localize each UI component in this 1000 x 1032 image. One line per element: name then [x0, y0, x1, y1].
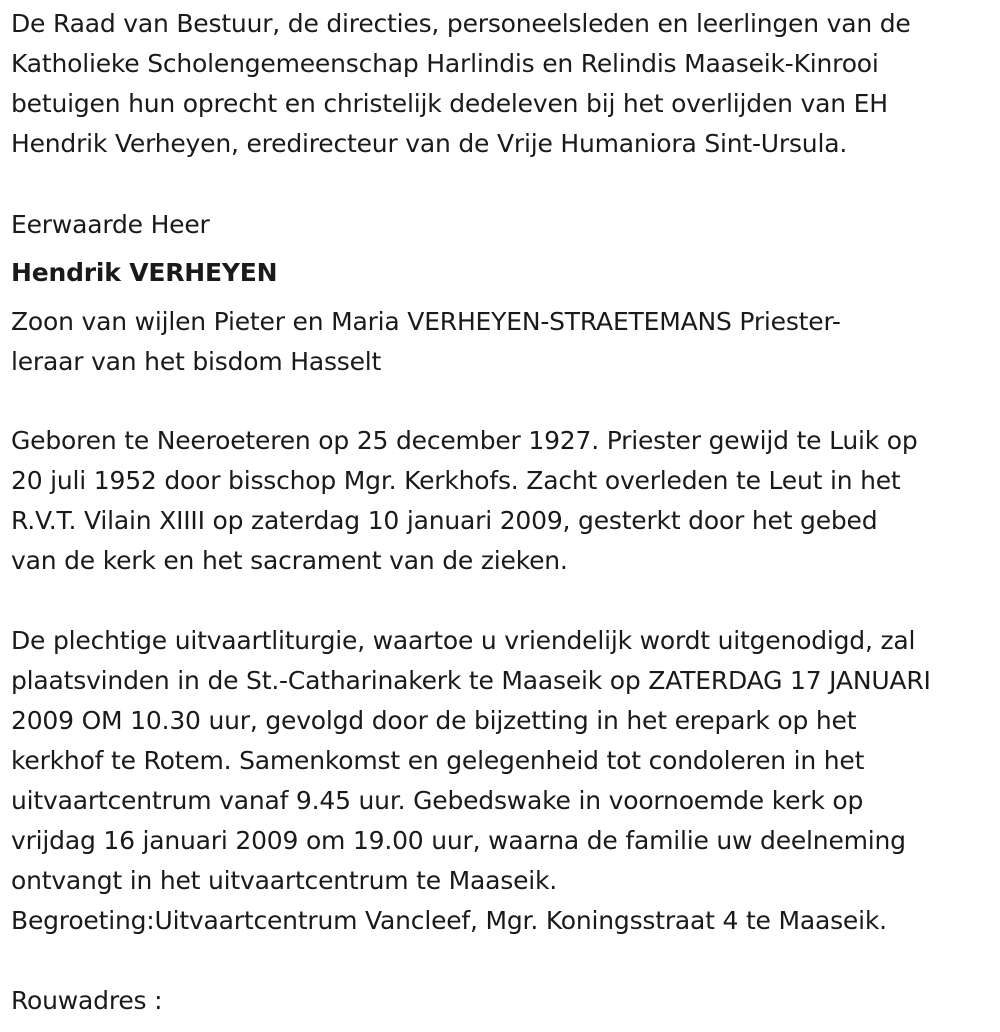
biography-line: 20 juli 1952 door bisschop Mgr. Kerkhofs. Zacht overleden te Leut in het — [11, 466, 901, 495]
intro-line: Hendrik Verheyen, eredirecteur van de Vrije Humaniora Sint-Ursula. — [11, 129, 848, 158]
funeral-line: 2009 OM 10.30 uur, gevolgd door de bijzetting in het erepark op het — [11, 706, 857, 735]
funeral-line: plaatsvinden in de St.-Catharinakerk te Maaseik op ZATERDAG 17 JANUARI — [11, 666, 931, 695]
biography-line: van de kerk en het sacrament van de zieken. — [11, 546, 568, 575]
funeral-line: uitvaartcentrum vanaf 9.45 uur. Gebedswake in voornoemde kerk op — [11, 786, 864, 815]
salutation — [11, 205, 210, 245]
parents-paragraph — [11, 302, 841, 382]
intro-paragraph — [11, 4, 911, 164]
mourning-address-label: Rouwadres : — [11, 986, 163, 1015]
funeral-paragraph — [11, 621, 931, 941]
parents-line: Zoon van wijlen Pieter en Maria VERHEYEN-STRAETEMANS Priester- — [11, 307, 841, 336]
parents-line: leraar van het bisdom Hasselt — [11, 347, 382, 376]
funeral-line: kerkhof te Rotem. Samenkomst en gelegenheid tot condoleren in het — [11, 746, 865, 775]
intro-line: Katholieke Scholengemeenschap Harlindis en Relindis Maaseik-Kinrooi — [11, 49, 879, 78]
biography-line: R.V.T. Vilain XIIII op zaterdag 10 januari 2009, gesterkt door het gebed — [11, 506, 878, 535]
salutation-text: Eerwaarde Heer — [11, 210, 210, 239]
biography-line: Geboren te Neeroeteren op 25 december 1927. Priester gewijd te Luik op — [11, 426, 918, 455]
biography-paragraph — [11, 421, 918, 581]
intro-line: betuigen hun oprecht en christelijk dedeleven bij het overlijden van EH — [11, 89, 888, 118]
funeral-line: ontvangt in het uitvaartcentrum te Maaseik. — [11, 866, 558, 895]
greeting-line: Begroeting:Uitvaartcentrum Vancleef, Mgr. Koningsstraat 4 te Maaseik. — [11, 906, 887, 935]
intro-line: De Raad van Bestuur, de directies, personeelsleden en leerlingen van de — [11, 9, 911, 38]
deceased-name-text: Hendrik VERHEYEN — [11, 258, 278, 287]
mourning-address — [11, 981, 162, 1021]
deceased-name — [11, 253, 277, 293]
funeral-line: vrijdag 16 januari 2009 om 19.00 uur, waarna de familie uw deelneming — [11, 826, 906, 855]
funeral-line: De plechtige uitvaartliturgie, waartoe u vriendelijk wordt uitgenodigd, zal — [11, 626, 916, 655]
